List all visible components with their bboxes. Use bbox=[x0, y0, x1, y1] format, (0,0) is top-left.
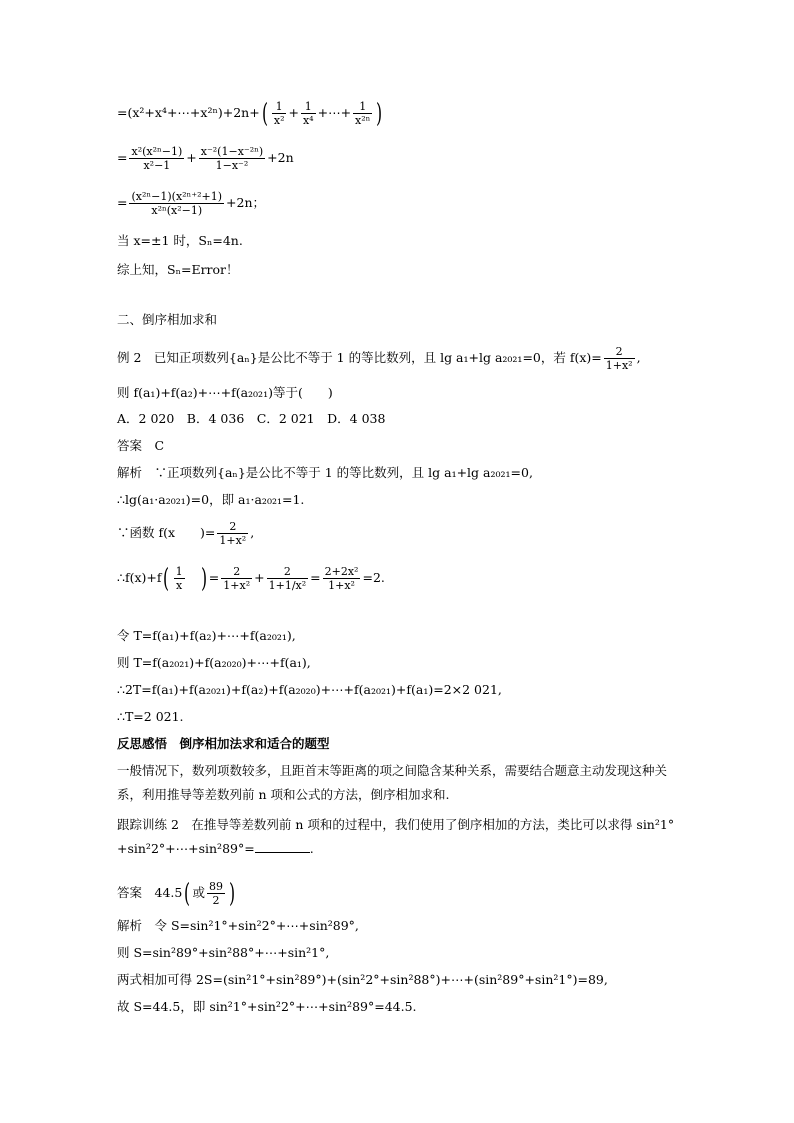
fraction bbox=[207, 880, 225, 907]
denominator: x⁴ bbox=[302, 114, 314, 127]
fraction bbox=[301, 100, 316, 127]
fraction bbox=[272, 100, 287, 127]
solution-line: ∴T=2 021. bbox=[117, 709, 184, 724]
numerator: 1 bbox=[272, 100, 287, 114]
denominator: 2 bbox=[212, 894, 220, 907]
solution-line: 令 T=f(a₁)+f(a₂)+⋯+f(a₂₀₂₁), bbox=[117, 628, 296, 643]
tail-term: +2n； bbox=[226, 195, 266, 210]
answer-blank bbox=[255, 840, 310, 853]
paren-left: ( bbox=[184, 878, 191, 909]
numerator: 89 bbox=[209, 880, 224, 893]
denominator: 1−x⁻² bbox=[215, 159, 249, 172]
equation-line-1 bbox=[117, 100, 385, 127]
denominator: 1+x² bbox=[328, 579, 355, 592]
reflection-body: 一般情况下，数列项数较多，且距首末等距离的项之间隐含某种关系，需要结合题意主动发现这种关系，利用推导等差数列前 n 项和公式的方法，倒序相加求和. bbox=[117, 763, 668, 802]
numerator: 2 bbox=[604, 345, 635, 359]
denominator: x²ⁿ(x²−1) bbox=[151, 204, 203, 217]
fraction bbox=[221, 565, 252, 592]
ellipsis-term: +⋯+ bbox=[317, 105, 352, 120]
denominator: 1+x² bbox=[605, 359, 633, 372]
solution-line: ∴lg(a₁·a₂₀₂₁)=0，即 a₁·a₂₀₂₁=1. bbox=[117, 492, 305, 507]
fraction bbox=[129, 145, 184, 172]
example-2-statement bbox=[117, 345, 641, 372]
answer-options: A．2 020 B．4 036 C．2 021 D．4 038 bbox=[117, 411, 386, 426]
answer-line-2 bbox=[117, 880, 237, 907]
solution-line: 解析 令 S=sin²1°+sin²2°+⋯+sin²89°, bbox=[117, 918, 359, 933]
fraction bbox=[604, 345, 635, 372]
numerator: (x²ⁿ−1)(x²ⁿ⁺²+1) bbox=[131, 190, 223, 203]
numerator: 2 bbox=[217, 520, 248, 534]
tracking-exercise-2 bbox=[117, 813, 682, 861]
numerator: 1 bbox=[301, 100, 316, 114]
denominator: 1+1/x² bbox=[268, 579, 307, 592]
denominator: x²ⁿ bbox=[355, 114, 371, 127]
paren-right: ) bbox=[200, 563, 207, 594]
denominator: 1+x² bbox=[219, 534, 247, 547]
fraction bbox=[174, 565, 185, 592]
answer-text: 答案 44.5 bbox=[117, 885, 183, 900]
paren-right: ) bbox=[229, 878, 236, 909]
paren-left: ( bbox=[261, 98, 268, 129]
period: . bbox=[309, 841, 314, 856]
numerator: 1 bbox=[353, 100, 372, 114]
solution-line: 解析 ∵正项数列{aₙ}是公比不等于 1 的等比数列，且 lg a₁+lg a₂₀₂₁=0, bbox=[117, 465, 533, 480]
plus: + bbox=[288, 105, 299, 120]
comma: , bbox=[250, 525, 255, 540]
fraction bbox=[217, 520, 248, 547]
or-word: 或 bbox=[192, 885, 206, 900]
eq1-lead: =(x²+x⁴+⋯+x²ⁿ)+2n+ bbox=[117, 105, 260, 120]
denominator: x bbox=[176, 579, 183, 592]
reflection-title: 反思感悟 倒序相加法求和适合的题型 bbox=[117, 736, 330, 751]
tail-term: +2n bbox=[267, 150, 294, 165]
numerator: 2 bbox=[267, 565, 309, 579]
equals: = bbox=[310, 570, 321, 585]
text-line: 综上知，Sₙ=Error！ bbox=[117, 262, 239, 277]
solution-sum-line bbox=[117, 565, 385, 592]
fraction bbox=[323, 565, 361, 592]
example-2-question: 则 f(a₁)+f(a₂)+⋯+f(a₂₀₂₁)等于( ) bbox=[117, 385, 333, 400]
solution-line: ∴2T=f(a₁)+f(a₂₀₂₁)+f(a₂)+f(a₂₀₂₀)+⋯+f(a₂₀₂₁)+f(a₁)=2×2 021, bbox=[117, 682, 502, 697]
plus: + bbox=[254, 570, 265, 585]
solution-line: 则 T=f(a₂₀₂₁)+f(a₂₀₂₀)+⋯+f(a₁), bbox=[117, 655, 311, 670]
paren-left: ( bbox=[163, 563, 170, 594]
solution-function-line bbox=[117, 520, 254, 547]
sum-lead: ∴f(x)+f bbox=[117, 570, 162, 585]
solution-line: 故 S=44.5，即 sin²1°+sin²2°+⋯+sin²89°=44.5. bbox=[117, 999, 417, 1014]
result: =2. bbox=[362, 570, 385, 585]
equation-line-3 bbox=[117, 190, 265, 217]
fraction bbox=[267, 565, 309, 592]
solution-line: 则 S=sin²89°+sin²88°+⋯+sin²1°, bbox=[117, 945, 330, 960]
numerator: x⁻²(1−x⁻²ⁿ) bbox=[200, 145, 264, 158]
fraction bbox=[129, 190, 224, 217]
equals: = bbox=[208, 570, 220, 585]
solution-line: 两式相加可得 2S=(sin²1°+sin²89°)+(sin²2°+sin²88°)+⋯+(sin²89°+sin²1°)=89, bbox=[117, 972, 608, 987]
numerator: 2+2x² bbox=[324, 565, 359, 578]
fraction bbox=[199, 145, 265, 172]
equation-line-2 bbox=[117, 145, 294, 172]
denominator: 1+x² bbox=[223, 579, 251, 592]
paren-right: ) bbox=[376, 98, 383, 129]
comma: , bbox=[636, 350, 641, 365]
function-text: ∵函数 f(x )= bbox=[117, 525, 216, 540]
numerator: x²(x²ⁿ−1) bbox=[131, 145, 183, 158]
numerator: 2 bbox=[221, 565, 252, 579]
fraction bbox=[353, 100, 372, 127]
text-line: 当 x=±1 时，Sₙ=4n. bbox=[117, 233, 243, 248]
exercise-text: 跟踪训练 2 在推导等差数列前 n 项和的过程中，我们使用了倒序相加的方法，类比可以求得 sin²1°+sin²2°+⋯+sin²89°= bbox=[117, 817, 675, 856]
denominator: x² bbox=[273, 114, 285, 127]
answer-line: 答案 C bbox=[117, 438, 165, 453]
plus: + bbox=[186, 150, 197, 165]
numerator: 1 bbox=[175, 565, 183, 578]
denominator: x²−1 bbox=[143, 159, 171, 172]
section-title: 二、倒序相加求和 bbox=[117, 312, 218, 327]
example-text: 例 2 已知正项数列{aₙ}是公比不等于 1 的等比数列，且 lg a₁+lg a₂₀₂₁=0，若 f(x)= bbox=[117, 350, 602, 365]
equals: = bbox=[117, 195, 128, 210]
equals: = bbox=[117, 150, 128, 165]
